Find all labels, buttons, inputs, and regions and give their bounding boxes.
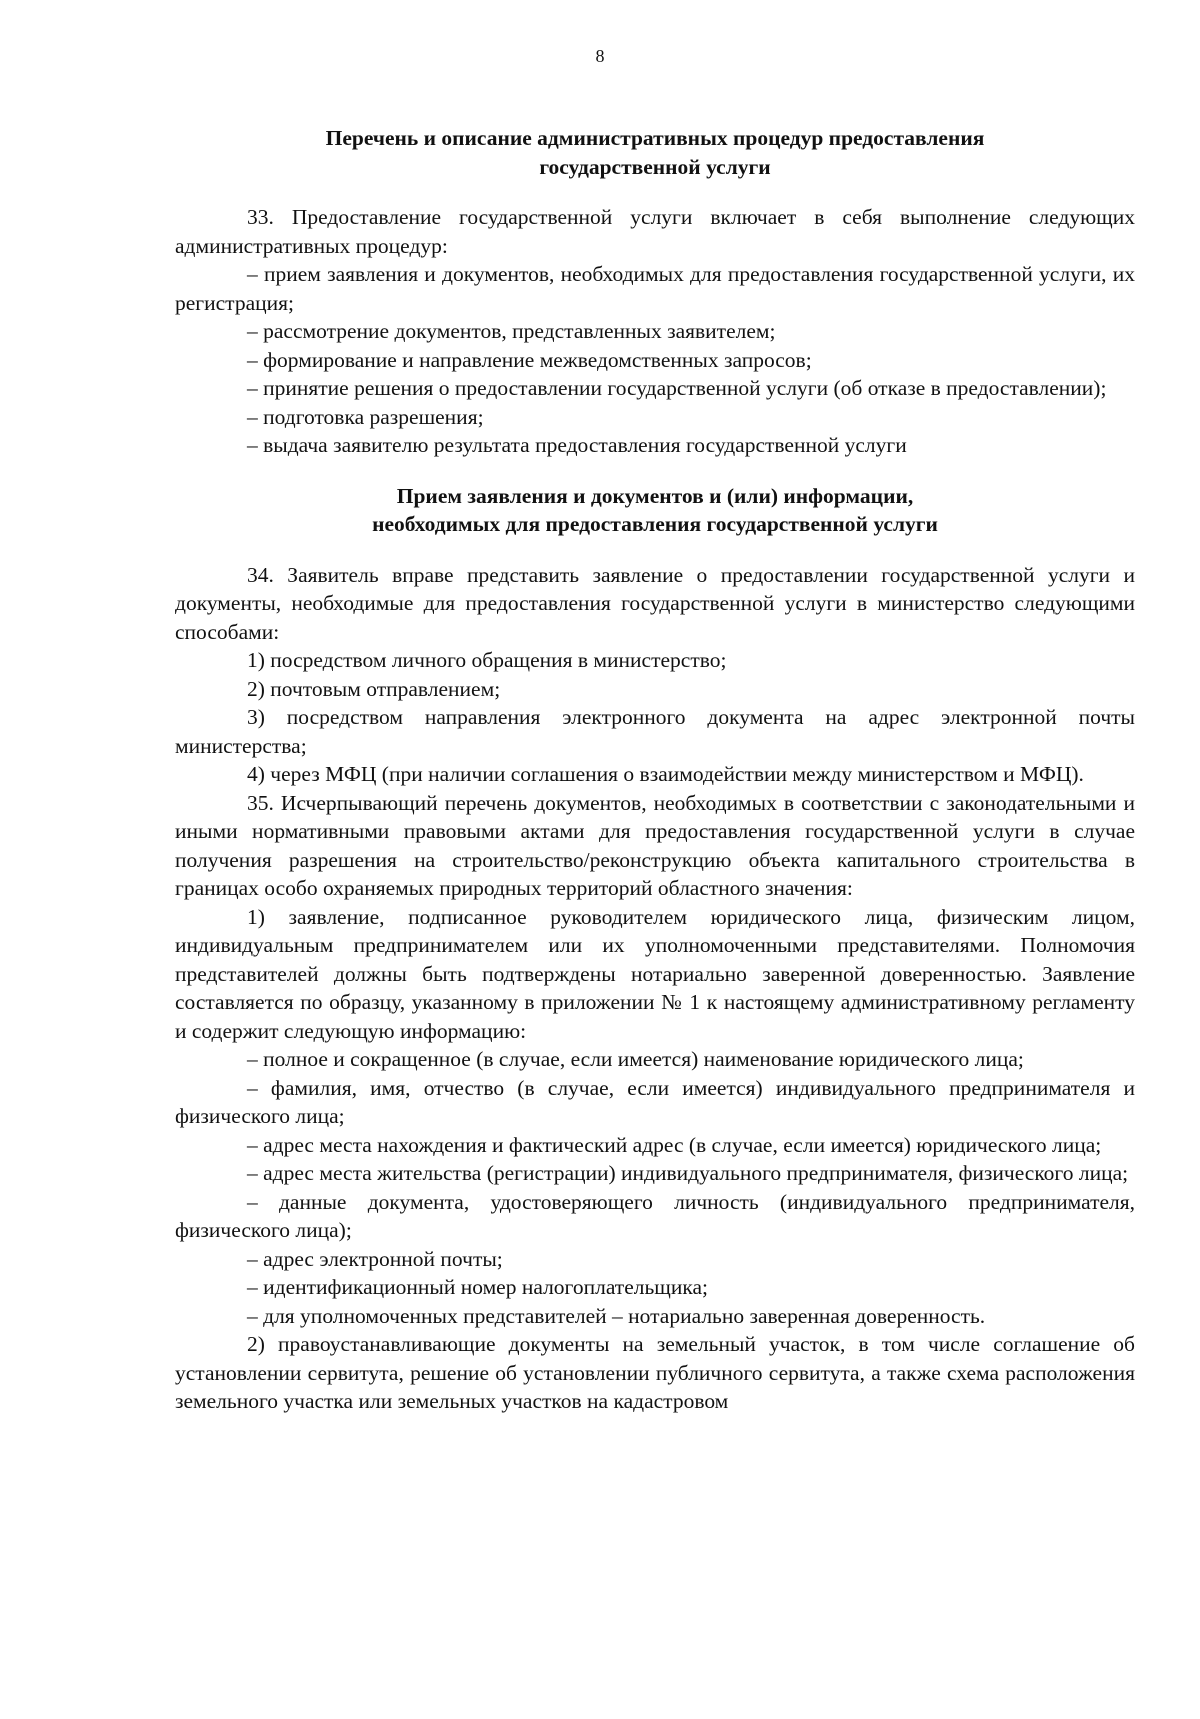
heading-line: государственной услуги <box>539 154 771 179</box>
list-item: – прием заявления и документов, необходимых для предоставления государственной услуги, их регистрация; <box>175 262 1135 315</box>
list-item: – адрес места нахождения и фактический адрес (в случае, если имеется) юридического лица; <box>247 1132 1102 1157</box>
section-procedures-body <box>175 203 1135 460</box>
document-body <box>175 124 1135 1416</box>
list-item: 3) посредством направления электронного документа на адрес электронной почты министерства; <box>175 705 1135 758</box>
list-item: – идентификационный номер налогоплательщика; <box>247 1275 708 1299</box>
heading-line: необходимых для предоставления государственной услуги <box>372 512 938 536</box>
list-item: – для уполномоченных представителей – нотариально заверенная доверенность. <box>247 1303 986 1328</box>
paragraph-35: 35. Исчерпывающий перечень документов, необходимых в соответствии с законодательными и иными нормативными правовыми актами для предоставления государственной услуги в случае получения разрешения на строительство/реконструкцию объекта капитального строительства в границах особо охраняемых природных территорий областного значения: <box>175 790 1135 900</box>
list-item: – выдача заявителю результата предоставления государственной услуги <box>247 433 907 457</box>
list-item: 4) через МФЦ (при наличии соглашения о взаимодействии между министерством и МФЦ). <box>247 762 1084 786</box>
paragraph-33: 33. Предоставление государственной услуги включает в себя выполнение следующих административных процедур: <box>175 205 1135 258</box>
list-item: – подготовка разрешения; <box>247 404 484 429</box>
list-item: – данные документа, удостоверяющего личность (индивидуального предпринимателя, физического лица); <box>175 1189 1135 1242</box>
list-item: – рассмотрение документов, представленных заявителем; <box>247 319 776 343</box>
list-item: – фамилия, имя, отчество (в случае, если имеется) индивидуального предпринимателя и физического лица; <box>175 1075 1135 1128</box>
list-item: 1) заявление, подписанное руководителем юридического лица, физическим лицом, индивидуальным предпринимателем или их уполномоченными представителями. Полномочия представителей должны быть подтверждены нотариально заверенной доверенностью. Заявление составляется по образцу, указанному в приложении № 1 к настоящему административному регламенту и содержит следующую информацию: <box>175 904 1135 1043</box>
list-item: 1) посредством личного обращения в министерство; <box>247 648 727 672</box>
list-item: – формирование и направление межведомственных запросов; <box>247 347 812 372</box>
section-reception-body <box>175 561 1135 1416</box>
heading-line: Прием заявления и документов и (или) информации, <box>396 483 914 508</box>
section-heading-procedures <box>175 124 1135 181</box>
paragraph-34: 34. Заявитель вправе представить заявление о предоставлении государственной услуги и документы, необходимые для предоставления государственной услуги в министерство следующими способами: <box>175 562 1135 644</box>
list-item: 2) почтовым отправлением; <box>247 676 501 701</box>
list-item: 2) правоустанавливающие документы на земельный участок, в том числе соглашение об установлении сервитута, решение об установлении публичного сервитута, а также схема расположения земельного участка или земельных участков на кадастровом <box>175 1332 1135 1413</box>
heading-line: Перечень и описание административных процедур предоставления <box>325 126 985 150</box>
list-item: – полное и сокращенное (в случае, если имеется) наименование юридического лица; <box>247 1047 1024 1071</box>
section-heading-reception <box>175 482 1135 539</box>
list-item: – адрес места жительства (регистрации) индивидуального предпринимателя, физического лица; <box>247 1161 1129 1185</box>
list-item: – адрес электронной почты; <box>247 1246 503 1271</box>
page-number: 8 <box>595 46 605 66</box>
list-item: – принятие решения о предоставлении государственной услуги (об отказе в предоставлении); <box>247 376 1107 400</box>
